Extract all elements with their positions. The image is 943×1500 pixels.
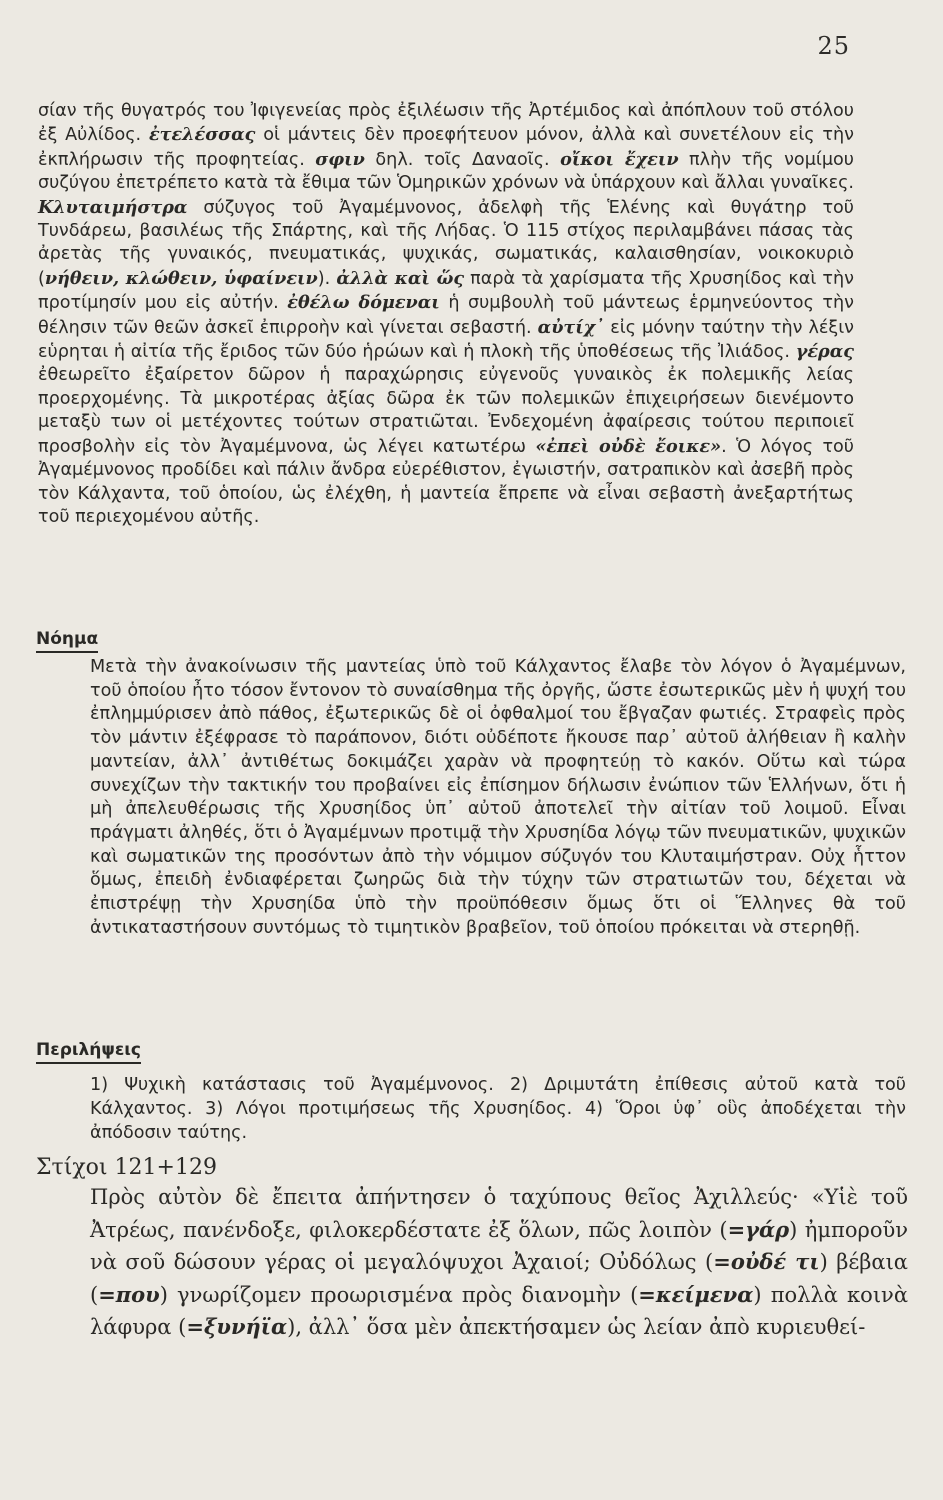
commentary-lemma: ἐτελέσσας	[148, 124, 256, 146]
commentary-text: ἐθεωρεῖτο ἐξαίρετον δῶρον ἡ παραχώρησις εὐγενοῦς γυναικὸς ἐκ πολεμικῆς λείας προερχομένης. Τὰ μικροτέρας ἀξίας δῶρα ἐκ τῶν πολεμικῶν ἐπιχειρήσεων διενέμοντο μεταξὺ των οἱ μετέχοντες τούτων στρατιῶται. Ἐνδεχομένη ἀφαίρεσις τούτου περιποιεῖ προσβολὴν εἰς τὸν Ἀγαμέμνονα, ὡς λέγει κατωτέρω	[38, 365, 854, 457]
commentary-lemma: ἀλλὰ καὶ ὥς	[336, 267, 465, 289]
translation-lemma: =ξυνήϊα	[186, 1314, 288, 1340]
perilipseis-paragraph: 1) Ψυχικὴ κατάστασις τοῦ Ἀγαμέμνονος. 2) Δριμυτάτη ἐπίθεσις αὐτοῦ κατὰ τοῦ Κάλχαντος. 3) Λόγοι προτιμήσεως τῆς Χρυσηίδος. 4) Ὅροι ὑφ᾽ οὓς ἀποδέχεται τὴν ἀπόδοσιν ταύτης.	[90, 1075, 906, 1143]
translation-text: Πρὸς αὐτὸν δὲ ἔπειτα ἀπήντησεν ὁ ταχύπους θεῖος Ἀχιλλεύς· «Υἱὲ τοῦ Ἀτρέως, πανένδοξε, φιλοκερδέστατε ἐξ ὅλων, πῶς λοιπὸν (	[90, 1185, 908, 1242]
translation-lemma: =οὐδέ τι	[713, 1249, 820, 1275]
commentary-lemma: Κλυταιμήστρα	[38, 196, 188, 218]
commentary-lemma: «ἐπεὶ οὐδὲ ἔοικε»	[535, 435, 722, 457]
commentary-text: εἰς μόνην ταύτην τὴν λέξιν εὑρηται ἡ αἰτία τῆς ἔριδος τῶν δύο ἡρώων καὶ ἡ πλοκὴ τῆς ὑποθέσεως τῆς Ἰλιάδος.	[38, 317, 855, 363]
commentary-lemma: αὐτίχ᾽	[537, 316, 605, 338]
commentary-lemma: γέρας	[795, 341, 854, 363]
verses-translation-paragraph	[38, 1182, 908, 1344]
noima-heading: Νόημα	[36, 628, 98, 653]
commentary-lemma: νήθειν, κλώθειν, ὑφαίνειν	[44, 267, 318, 289]
verses-heading: Στίχοι 121+129	[36, 1155, 217, 1180]
translation-lemma: =κείμενα	[638, 1281, 754, 1307]
commentary-text: οἱ μάντεις δὲν προεφήτευον μόνον, ἀλλὰ καὶ συνετέλουν εἰς τὴν ἐκπλήρωσιν τῆς προφητείας.	[38, 125, 854, 170]
commentary-lemma: οἴκοι ἔχειν	[560, 148, 679, 170]
translation-text: ) ἠμποροῦν νὰ σοῦ δώσουν γέρας οἱ μεγαλόψυχοι Ἀχαιοί; Οὐδόλως (	[90, 1217, 908, 1275]
commentary-text: ἡ συμβουλὴ τοῦ μάντεως ἑρμηνεύοντος τὴν θέλησιν τῶν θεῶν ἀσκεῖ ἐπιρροὴν καὶ γίνεται σεβαστή.	[38, 293, 854, 338]
page-number: 25	[817, 32, 850, 60]
translation-text: ) βέβαια (	[90, 1250, 908, 1307]
commentary-lemma: ἐθέλω δόμεναι	[287, 292, 440, 314]
commentary-text: ).	[317, 268, 337, 289]
commentary-text: παρὰ τὰ χαρίσματα τῆς Χρυσηίδος καὶ τὴν προτίμησίν μου εἰς αὐτήν.	[38, 268, 854, 314]
commentary-text: σίαν τῆς θυγατρός του Ἰφιγενείας πρὸς ἐξιλέωσιν τῆς Ἀρτέμιδος καὶ ἀπόπλουν τοῦ στόλου ἐξ Αὐλίδος.	[38, 101, 854, 146]
noima-paragraph: Μετὰ τὴν ἀνακοίνωσιν τῆς μαντείας ὑπὸ τοῦ Κάλχαντος ἔλαβε τὸν λόγον ὁ Ἀγαμέμνων, τοῦ ὁποίου ἦτο τόσον ἔντονον τὸ συναίσθημα τῆς ὀργῆς, ὥστε ἐσωτερικῶς μὲν ἡ ψυχή του ἐπλημμύρισεν ἀπὸ πάθος, ἐξωτερικῶς δὲ οἱ ὀφθαλμοί του ἔβγαζαν φωτιές. Στραφεὶς πρὸς τὸν μάντιν ἐξέφρασε τὸ παράπονον, διότι οὐδέποτε ἤκουσε παρ᾽ αὐτοῦ ἀλήθειαν ἢ καλὴν μαντείαν, ἀλλ᾽ ἀντιθέτως δοκιμάζει χαρὰν νὰ προφητεύῃ τὸ κακόν. Οὕτω καὶ τώρα συνεχίζων τὴν τακτικήν του προβαίνει εἰς ἐπίσημον δήλωσιν ἐνώπιον τῶν Ἑλλήνων, ὅτι ἡ μὴ ἀπελευθέρωσις τῆς Χρυσηίδος ὑπ᾽ αὐτοῦ ἀποτελεῖ τὴν αἰτίαν τοῦ λοιμοῦ. Εἶναι πράγματι ἀληθές, ὅτι ὁ Ἀγαμέμνων προτιμᾷ τὴν Χρυσηίδα λόγῳ τῶν πνευματικῶν, ψυχικῶν καὶ σωματικῶν της προσόντων ἀπὸ τὴν νόμιμον σύζυγόν του Κλυταιμήστραν. Οὐχ ἧττον ὅμως, ἐπειδὴ ἐνδιαφέρεται ζωηρῶς διὰ τὴν τύχην τῶν στρατιωτῶν του, δέχεται νὰ ἐπιστρέψῃ τὴν Χρυσηίδα ὑπὸ τὴν προϋπόθεσιν ὅμως ὅτι οἱ Ἕλληνες θὰ τοῦ ἀντικαταστήσουν συντόμως τὸ τιμητικὸν βραβεῖον, τοῦ ὁποίου πρόκειται νὰ στερηθῇ.	[90, 657, 906, 938]
translation-lemma: =γάρ	[727, 1216, 790, 1242]
translation-lemma: =που	[98, 1281, 160, 1307]
commentary-lemma: σφιν	[315, 148, 365, 170]
commentary-text: δηλ. τοῖς Δαναοῖς.	[364, 149, 561, 170]
translation-text: ) γνωρίζομεν προωρισμένα πρὸς διανομὴν (	[159, 1282, 639, 1307]
translation-text: ) πολλὰ κοινὰ λάφυρα (	[90, 1282, 908, 1340]
commentary-text: σύζυγος τοῦ Ἀγαμέμνονος, ἀδελφὴ τῆς Ἑλένης καὶ θυγάτηρ τοῦ Τυνδάρεω, βασιλέως τῆς Σπάρτης, καὶ τῆς Λήδας. Ὁ 115 στίχος περιλαμβάνει πάσας τὰς ἀρετὰς τῆς γυναικός, πνευματικάς, ψυχικάς, σωματικάς, καλαισθησίαν, νοικοκυριὸ (	[38, 197, 854, 289]
commentary-text: . Ὁ λόγος τοῦ Ἀγαμέμνονος προδίδει καὶ πάλιν ἄνδρα εὐερέθιστον, ἐγωιστήν, σατραπικὸν καὶ ἀσεβῆ πρὸς τὸν Κάλχαντα, τοῦ ὁποίου, ὡς ἐλέχθη, ἡ μαντεία ἔπρεπε νὰ εἶναι σεβαστὴ ἀνεξαρτήτως τοῦ περιεχομένου αὐτῆς.	[38, 436, 854, 527]
translation-text: ), ἀλλ᾽ ὅσα μὲν ἀπεκτήσαμεν ὡς λείαν ἀπὸ κυριευθεί-	[287, 1315, 866, 1340]
commentary-paragraph	[38, 100, 854, 529]
commentary-text: πλὴν τῆς νομίμου συζύγου ἐπετρέπετο κατὰ τὰ ἔθιμα τῶν Ὁμηρικῶν χρόνων νὰ ὑπάρχουν καὶ ἄλλαι γυναῖκες.	[38, 149, 854, 194]
perilipseis-heading: Περιλήψεις	[36, 1039, 141, 1064]
